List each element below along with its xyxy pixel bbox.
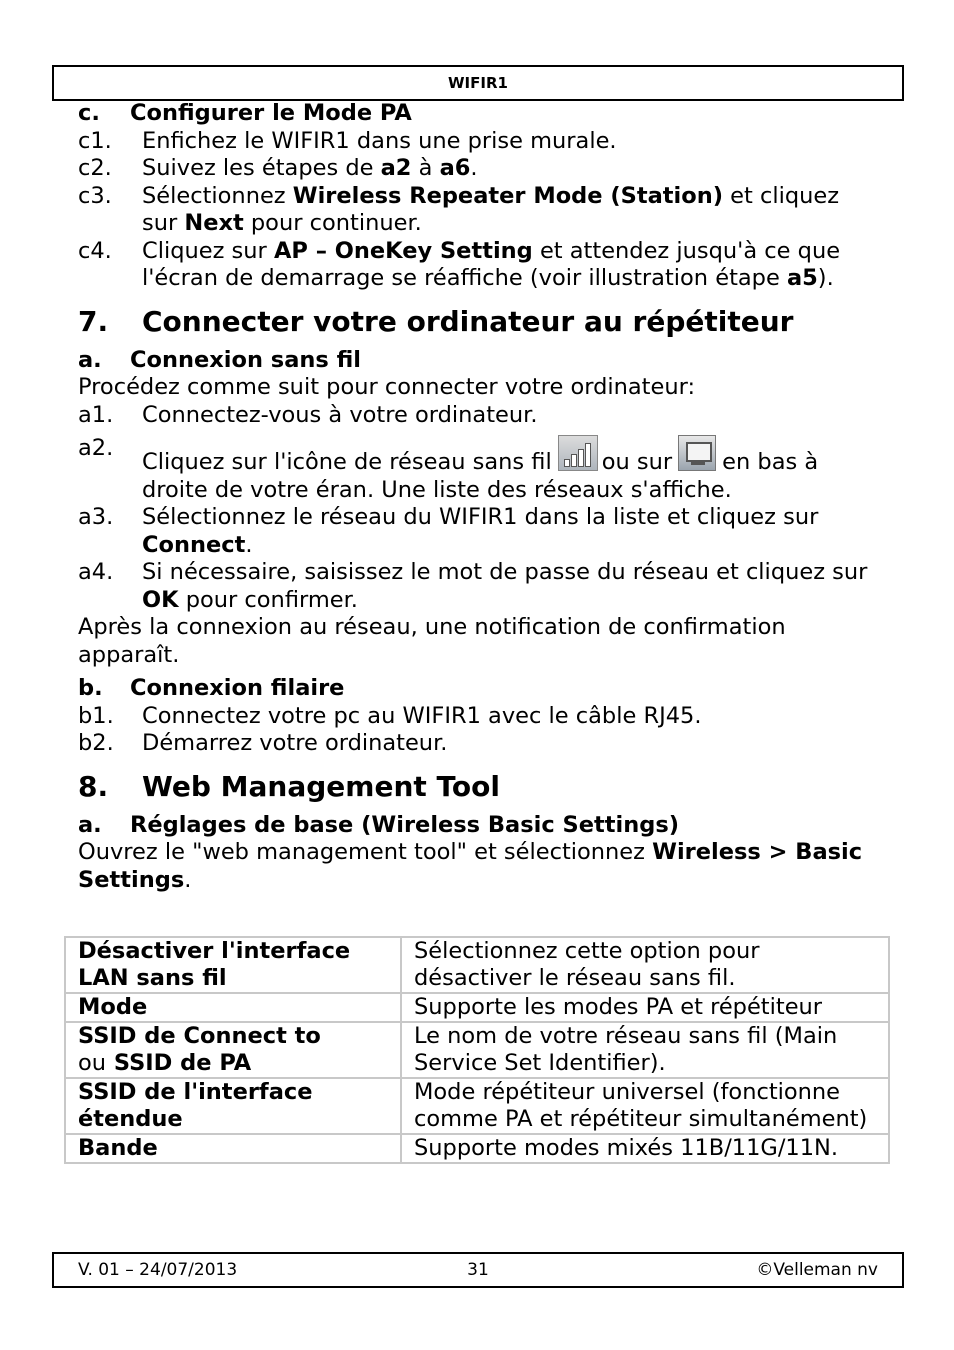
step-a3: a3. Sélectionnez le réseau du WIFIR1 dans la liste et cliquez sur Connect.	[78, 504, 819, 558]
step-a4: a4. Si nécessaire, saisissez le mot de passe du réseau et cliquez sur OK pour confirmer.	[78, 559, 868, 613]
wifi-signal-icon	[558, 435, 596, 473]
section-7b-heading: b. Connexion filaire	[78, 675, 345, 701]
table-row	[65, 993, 889, 1022]
settings-table	[64, 936, 890, 1164]
header-title: WIFIR1	[448, 74, 508, 92]
step-b2: b2. Démarrez votre ordinateur.	[78, 730, 448, 756]
page-footer	[52, 1252, 904, 1288]
table-value: Sélectionnez cette option pour désactiver le réseau sans fil.	[401, 937, 889, 993]
step-b1: b1. Connectez votre pc au WIFIR1 avec le câble RJ45.	[78, 702, 702, 729]
section-7a-after: Après la connexion au réseau, une notification de confirmation apparaît.	[78, 614, 786, 668]
table-key: SSID de Connect to ou SSID de PA	[65, 1022, 401, 1078]
footer-page-number: 31	[467, 1260, 489, 1280]
table-row	[65, 1022, 889, 1078]
page-content	[78, 100, 878, 894]
table-row	[65, 1078, 889, 1134]
section-c-heading: c. Configurer le Mode PA	[78, 100, 412, 126]
table-row	[65, 937, 889, 993]
section-7a-heading: a. Connexion sans fil	[78, 346, 362, 373]
table-value: Le nom de votre réseau sans fil (Main Service Set Identifier).	[401, 1022, 889, 1078]
table-key: Bande	[65, 1134, 401, 1163]
table-value: Mode répétiteur universel (fonctionne comme PA et répétiteur simultanément)	[401, 1078, 889, 1134]
footer-copyright: ©Velleman nv	[756, 1260, 878, 1280]
network-monitor-icon	[678, 435, 716, 473]
section-8a-intro: Ouvrez le "web management tool" et sélectionnez Wireless > Basic Settings.	[78, 839, 863, 893]
page-header	[52, 65, 904, 101]
table-key: Mode	[65, 993, 401, 1022]
section-8a-heading: a. Réglages de base (Wireless Basic Settings)	[78, 811, 680, 838]
table-value: Supporte modes mixés 11B/11G/11N.	[401, 1134, 889, 1163]
table-key: SSID de l'interface étendue	[65, 1078, 401, 1134]
step-a1: a1. Connectez-vous à votre ordinateur.	[78, 401, 538, 428]
table-key: Désactiver l'interface LAN sans fil	[65, 937, 401, 993]
step-c2: c2. Suivez les étapes de a2 à a6.	[78, 155, 478, 181]
section-7-heading: 7. Connecter votre ordinateur au répétiteur	[78, 304, 794, 338]
table-value: Supporte les modes PA et répétiteur	[401, 993, 889, 1022]
step-c1: c1. Enfichez le WIFIR1 dans une prise murale.	[78, 127, 617, 154]
section-7a-intro: Procédez comme suit pour connecter votre ordinateur:	[78, 374, 696, 400]
step-c3: c3. Sélectionnez Wireless Repeater Mode (Station) et cliquez sur Next pour continuer.	[78, 182, 840, 236]
footer-version: V. 01 – 24/07/2013	[78, 1260, 238, 1280]
table-row	[65, 1134, 889, 1163]
step-c4: c4. Cliquez sur AP – OneKey Setting et attendez jusqu'à ce que l'écran de demarrage se réaffiche (voir illustration étape a5).	[78, 237, 841, 291]
step-a2: a2. Cliquez sur l'icône de réseau sans fil ou sur en bas à droite de votre éran. Une liste des réseaux s'affiche.	[78, 435, 819, 503]
section-8-heading: 8. Web Management Tool	[78, 769, 500, 803]
